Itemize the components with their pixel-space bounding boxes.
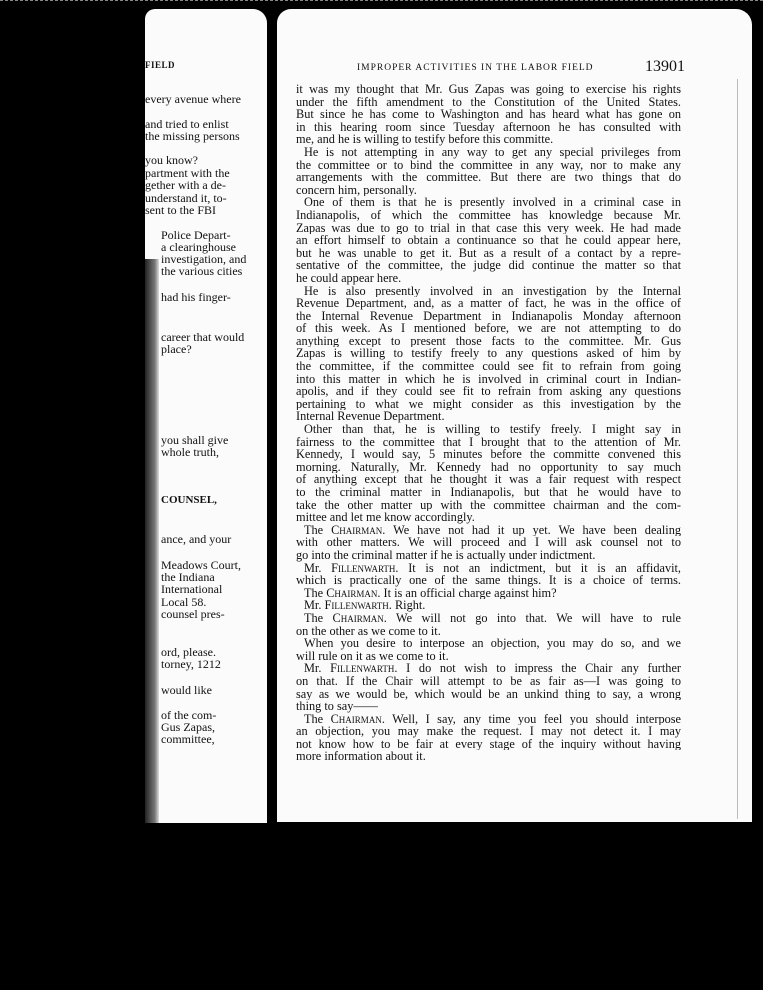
text-line bbox=[296, 473, 681, 486]
speaker-prefix: Mr. bbox=[304, 561, 332, 575]
page-number: 13901 bbox=[645, 58, 685, 75]
text-line bbox=[296, 486, 681, 499]
left-page-line: of the com- bbox=[161, 708, 217, 722]
text-line bbox=[296, 713, 681, 726]
line-text: fairness to the committee that I brought that to the attention of Mr. bbox=[296, 435, 681, 449]
left-page-line: ord, please. bbox=[161, 645, 216, 659]
line-text: of anything except that he thought it was a fair request with respect bbox=[296, 473, 681, 486]
text-line bbox=[296, 385, 681, 398]
text-line bbox=[296, 398, 681, 411]
text-line bbox=[296, 247, 681, 260]
left-page-line: committee, bbox=[161, 732, 215, 746]
text-line bbox=[296, 436, 681, 449]
left-page-line: career that would bbox=[161, 330, 245, 344]
text-line bbox=[296, 587, 681, 600]
main-page bbox=[277, 9, 752, 822]
line-text: . We will not go into that. We will have to rule bbox=[383, 611, 681, 625]
line-text: concern him, personally. bbox=[296, 183, 417, 197]
text-line bbox=[296, 347, 681, 360]
text-line bbox=[296, 536, 681, 549]
left-page-line: the missing persons bbox=[145, 129, 240, 143]
line-text: . I do not wish to impress the Chair any further bbox=[394, 662, 681, 675]
left-page-line: every avenue where bbox=[145, 92, 241, 106]
text-line bbox=[296, 599, 681, 612]
text-line bbox=[296, 196, 681, 209]
text-line bbox=[296, 234, 681, 247]
line-text: mittee and let me know accordingly. bbox=[296, 511, 475, 524]
text-line bbox=[296, 209, 681, 222]
line-text: pertaining to what we might consider as this investigation by the bbox=[296, 397, 681, 411]
line-text: . It is not an indictment, but it is an affidavit, bbox=[395, 561, 681, 575]
text-line bbox=[296, 675, 681, 688]
left-page-line: sent to the FBI bbox=[145, 203, 216, 217]
text-line bbox=[296, 662, 681, 675]
line-text: say as we would be, which would be an unkind thing to say, a wrong bbox=[296, 687, 681, 701]
text-line bbox=[296, 121, 681, 134]
line-text: anything except to present those facts to the committee. Mr. Gus bbox=[296, 334, 681, 348]
speaker-prefix: The bbox=[304, 712, 331, 726]
text-line bbox=[296, 360, 681, 373]
left-page-line: COUNSEL, bbox=[161, 494, 217, 506]
left-running-head: FIELD bbox=[145, 60, 176, 70]
text-line bbox=[296, 159, 681, 172]
text-line bbox=[296, 410, 681, 423]
speaker-name: Chairman bbox=[330, 712, 382, 726]
left-page-line: you shall give bbox=[161, 433, 229, 447]
speaker-prefix: The bbox=[304, 611, 333, 625]
left-page-line: Police Depart- bbox=[161, 228, 231, 242]
text-line bbox=[296, 322, 681, 335]
text-line bbox=[296, 700, 681, 713]
text-line bbox=[296, 146, 681, 159]
line-text: arrangements with the committee. But there are two things that do bbox=[296, 171, 681, 184]
left-page-line: torney, 1212 bbox=[161, 657, 221, 671]
line-text: the committee, if the committee could see fit to refrain from going bbox=[296, 360, 681, 373]
left-page-line: and tried to enlist bbox=[145, 117, 229, 131]
line-text: go into the criminal matter if he is actually under indictment. bbox=[296, 548, 596, 562]
line-text: apolis, and if they could see fit to refrain from asking any questions bbox=[296, 385, 681, 398]
line-text: . Well, I say, any time you feel you should interpose bbox=[381, 712, 681, 726]
text-line bbox=[296, 184, 681, 197]
left-page-text bbox=[145, 9, 267, 823]
line-text: which is practically one of the same things. It is a choice of terms. bbox=[296, 574, 681, 587]
line-text: but he was unable to get it. But as a result of a contact by a repre- bbox=[296, 246, 681, 260]
left-page-line: gether with a de- bbox=[145, 178, 226, 192]
speaker-prefix: The bbox=[304, 523, 332, 537]
line-text: sentative of the committee, the judge did continue the matter so that bbox=[296, 259, 681, 272]
text-line bbox=[296, 625, 681, 638]
line-text: an effort himself to obtain a continuance so that he could appear here, bbox=[296, 234, 681, 247]
text-line bbox=[296, 738, 681, 751]
line-text: But since he has come to Washington and has heard what has gone on bbox=[296, 108, 681, 121]
text-line bbox=[296, 637, 681, 650]
text-line bbox=[296, 511, 681, 524]
text-line bbox=[296, 562, 681, 575]
left-page-line: understand it, to- bbox=[145, 191, 227, 205]
line-text: the Internal Revenue Department in Indianapolis Monday afternoon bbox=[296, 309, 681, 323]
text-line bbox=[296, 108, 681, 121]
text-line bbox=[296, 612, 681, 625]
line-text: on that. If the Chair will attempt to be as fair as—I was going to bbox=[296, 674, 681, 688]
line-text: He is also presently involved in an investigation by the Internal bbox=[304, 284, 681, 298]
line-text: Indianapolis, of which the committee has knowledge because Mr. bbox=[296, 208, 681, 222]
left-page-line: whole truth, bbox=[161, 445, 219, 459]
left-page-line: place? bbox=[161, 342, 192, 356]
text-line bbox=[296, 373, 681, 386]
text-line bbox=[296, 272, 681, 285]
page-edge-line bbox=[737, 79, 738, 819]
text-line bbox=[296, 83, 681, 96]
text-line bbox=[296, 750, 681, 763]
line-text: he could appear here. bbox=[296, 271, 402, 285]
left-page-line: the various cities bbox=[161, 264, 243, 278]
speaker-name: Chairman bbox=[326, 586, 378, 600]
book-spine bbox=[267, 9, 277, 823]
line-text: Zapas was due to go to trial in that case this very week. He had made bbox=[296, 221, 681, 235]
left-page-line: would like bbox=[161, 683, 212, 697]
text-line bbox=[296, 259, 681, 272]
line-text: will rule on it as we come to it. bbox=[296, 649, 449, 663]
text-line bbox=[296, 725, 681, 738]
text-line bbox=[296, 310, 681, 323]
left-page-line: you know? bbox=[145, 153, 198, 167]
left-page-line: partment with the bbox=[145, 166, 230, 180]
line-text: morning. Naturally, Mr. Kennedy had no opportunity to say much bbox=[296, 460, 681, 474]
text-line bbox=[296, 222, 681, 235]
text-line bbox=[296, 499, 681, 512]
left-page-line: investigation, and bbox=[161, 252, 247, 266]
text-line bbox=[296, 285, 681, 298]
speaker-name: Chairman bbox=[332, 611, 384, 625]
line-text: to the criminal matter in Indianapolis, but that he would have to bbox=[296, 486, 681, 499]
text-line bbox=[296, 549, 681, 562]
left-page-line: a clearinghouse bbox=[161, 240, 236, 254]
text-line bbox=[296, 574, 681, 587]
line-text: . It is an official charge against him? bbox=[377, 586, 557, 600]
text-line bbox=[296, 448, 681, 461]
speaker-name: Fillenwarth bbox=[331, 561, 396, 575]
line-text: of this week. As I mentioned before, we are not attempting to do bbox=[296, 322, 681, 335]
left-page-line: the Indiana bbox=[161, 570, 215, 584]
text-line bbox=[296, 96, 681, 109]
line-text: . We have not had it up yet. We have been dealing bbox=[382, 523, 681, 537]
line-text: Zapas is willing to testify freely to any questions asked of him by bbox=[296, 347, 681, 361]
line-text: One of them is that he is presently involved in a criminal case in bbox=[304, 196, 681, 209]
text-line bbox=[296, 171, 681, 184]
text-line bbox=[296, 133, 681, 146]
speaker-prefix: Mr. bbox=[304, 599, 325, 612]
line-text: Kennedy, I would say, 5 minutes before the committe convened this bbox=[296, 448, 681, 461]
line-text: under the fifth amendment to the Constitution of the United States. bbox=[296, 95, 681, 109]
line-text: with other matters. We will proceed and I will ask counsel not to bbox=[296, 536, 681, 549]
line-text: take the other matter up with the committee chairman and the com- bbox=[296, 498, 681, 512]
line-text: it was my thought that Mr. Gus Zapas was going to exercise his rights bbox=[296, 83, 681, 96]
left-page-line: had his finger- bbox=[161, 290, 231, 304]
line-text: not know how to be fair at every stage of the inquiry without having bbox=[296, 737, 681, 751]
line-text: Internal Revenue Department. bbox=[296, 410, 445, 424]
line-text: . Right. bbox=[388, 599, 426, 612]
line-text: on the other as we come to it. bbox=[296, 624, 441, 638]
line-text: thing to say—— bbox=[296, 700, 378, 713]
speaker-name: Fillenwarth bbox=[330, 662, 395, 675]
left-facing-page bbox=[145, 9, 267, 823]
line-text: an objection, you may make the request. I may not detect it. I may bbox=[296, 725, 681, 738]
page-body-text bbox=[296, 83, 681, 763]
text-line bbox=[296, 524, 681, 537]
left-page-line: International bbox=[161, 582, 223, 596]
line-text: He is not attempting in any way to get any special privileges from bbox=[304, 145, 681, 159]
text-line bbox=[296, 297, 681, 310]
scan-top-border bbox=[0, 0, 763, 3]
speaker-prefix: Mr. bbox=[304, 662, 331, 675]
left-page-line: Meadows Court, bbox=[161, 558, 241, 572]
left-page-line: Gus Zapas, bbox=[161, 720, 215, 734]
speaker-prefix: The bbox=[304, 586, 327, 600]
line-text: Other than that, he is willing to testify freely. I might say in bbox=[304, 423, 681, 436]
left-page-line: counsel pres- bbox=[161, 607, 225, 621]
text-line bbox=[296, 461, 681, 474]
running-head: IMPROPER ACTIVITIES IN THE LABOR FIELD bbox=[357, 63, 594, 73]
line-text: Revenue Department, and, as a matter of fact, he was in the office of bbox=[296, 297, 681, 310]
speaker-name: Fillenwarth bbox=[324, 599, 389, 612]
text-line bbox=[296, 650, 681, 663]
left-page-line: Local 58. bbox=[161, 595, 207, 609]
left-page-line: ance, and your bbox=[161, 532, 232, 546]
line-text: in this hearing room since Tuesday afternoon he has consulted with bbox=[296, 120, 681, 134]
line-text: the committee or to bind the committee in any way, nor to make any bbox=[296, 158, 681, 172]
text-line bbox=[296, 688, 681, 701]
text-line bbox=[296, 423, 681, 436]
speaker-name: Chairman bbox=[331, 523, 383, 537]
line-text: into this matter in which he is involved in criminal court in Indian- bbox=[296, 372, 681, 386]
line-text: me, and he is willing to testify before this committe. bbox=[296, 133, 554, 146]
line-text: When you desire to interpose an objection, you may do so, and we bbox=[304, 637, 681, 650]
text-line bbox=[296, 335, 681, 348]
line-text: more information about it. bbox=[296, 750, 426, 764]
